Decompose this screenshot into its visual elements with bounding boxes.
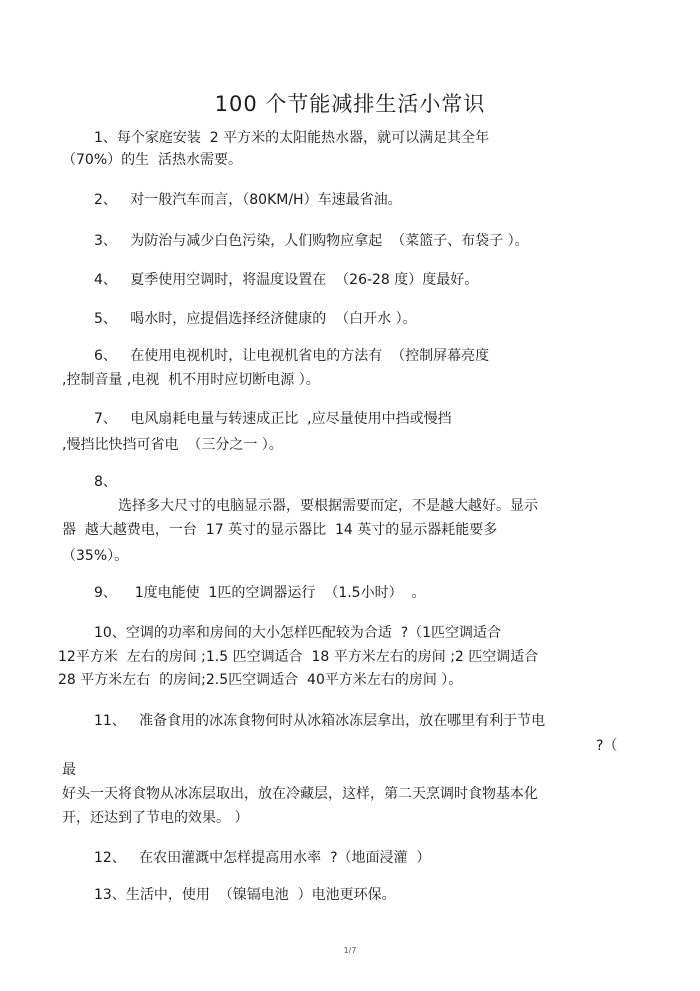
item-8-line-2: 选择多大尺寸的电脑显示器，要根据需要而定，不是越大越好。显示 <box>118 498 538 514</box>
item-11-line-4: 好头一天将食物从冰冻层取出，放在冷藏层，这样，第二天烹调时食物基本化 <box>62 786 538 802</box>
item-3-line-1: 3、 为防治与减少白色污染，人们购物应拿起 （菜篮子、布袋子 ）。 <box>94 233 529 249</box>
item-6-line-1: 6、 在使用电视机时，让电视机省电的方法有 （控制屏幕亮度 <box>94 348 490 364</box>
page-title: 100 个节能减排生活小常识 <box>214 92 486 116</box>
item-5-line-1: 5、 喝水时，应提倡选择经济健康的 （白开水 ）。 <box>94 311 417 327</box>
item-1-line-2: （70%）的生 活热水需要。 <box>62 152 243 168</box>
item-7-line-1: 7、 电风扇耗电量与转速成正比 ,应尽量使用中挡或慢挡 <box>94 411 452 427</box>
item-8-line-4: （35%）。 <box>62 548 129 564</box>
item-2-line-1: 2、 对一般汽车而言，（80KM/H）车速最省油。 <box>94 192 402 208</box>
item-4-line-1: 4、 夏季使用空调时，将温度设置在 （26-28 度）度最好。 <box>94 272 479 288</box>
item-7-line-2: ,慢挡比快挡可省电 （三分之一 ）。 <box>62 437 283 453</box>
item-10-line-2: 12平方米 左右的房间 ;1.5 匹空调适合 18 平方米左右的房间 ;2 匹空调适合 <box>58 649 539 665</box>
item-8-line-3: 器 越大越费电，一台 17 英寸的显示器比 14 英寸的显示器耗能要多 <box>62 522 498 538</box>
item-11-line-5: 开，还达到了节电的效果。 ） <box>62 810 249 826</box>
item-10-line-1: 10、空调的功率和房间的大小怎样匹配较为合适 ?（1匹空调适合 <box>94 625 502 641</box>
item-11-line-1: 11、 准备食用的冰冻食物何时从冰箱冰冻层拿出，放在哪里有利于节电 <box>94 713 546 729</box>
item-11-line-3: 最 <box>62 762 76 778</box>
item-1-line-1: 1、每个家庭安装 2 平方米的太阳能热水器，就可以满足其全年 <box>94 130 490 146</box>
item-10-line-3: 28 平方米左右 的房间;2.5匹空调适合 40平方米左右的房间 ）。 <box>58 672 463 688</box>
item-9-line-1: 9、 1度电能使 1匹的空调器运行 （1.5小时） 。 <box>94 585 426 601</box>
item-6-line-2: ,控制音量 ,电视 机不用时应切断电源 ）。 <box>62 372 320 388</box>
page-number: 1/7 <box>343 946 357 955</box>
item-11-line-2: ?（ <box>596 738 618 754</box>
item-8-line-1: 8、 <box>94 474 117 490</box>
item-13-line-1: 13、生活中，使用 （镍镉电池 ）电池更环保。 <box>94 887 396 903</box>
item-12-line-1: 12、 在农田灌溉中怎样提高用水率 ?（地面浸灌 ） <box>94 850 431 866</box>
